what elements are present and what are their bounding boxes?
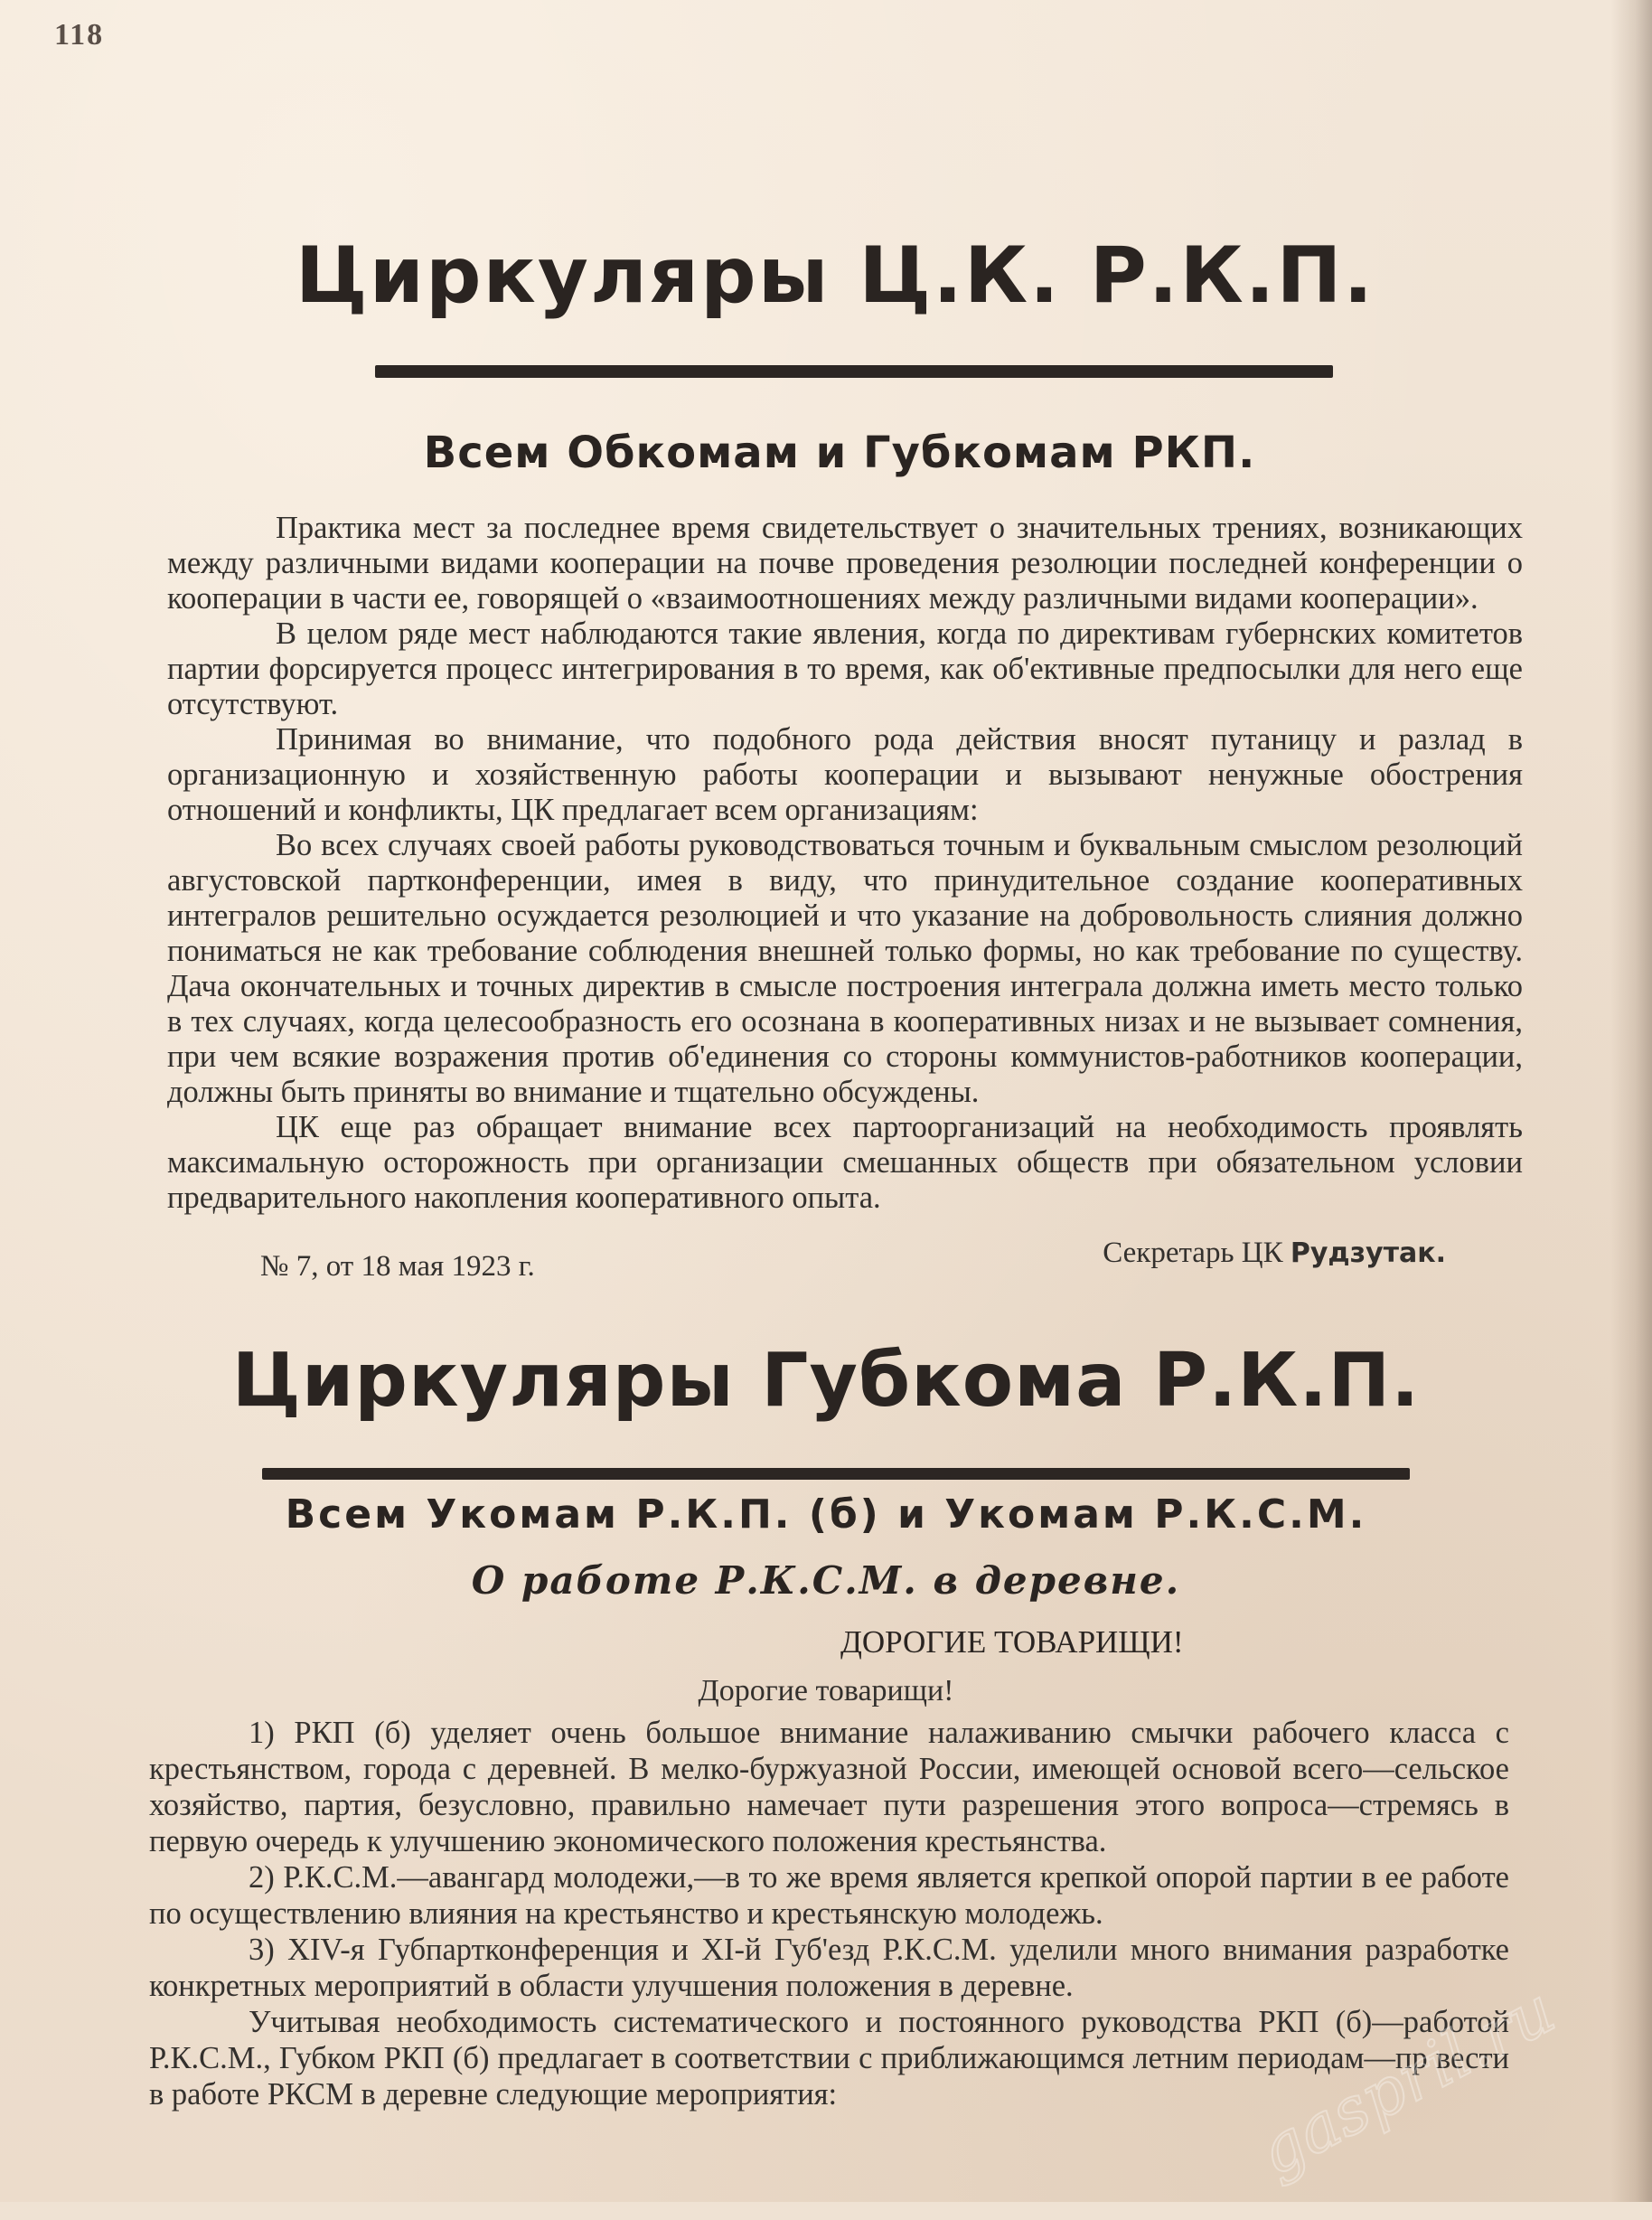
section1-paragraph-4: Во всех случаях своей работы руководствоваться точным и буквальным смыслом резолюций августовской партконференции, имея в виду, что принудительное создание кооперативных интегралов решительно осуждается резолюцией и что указание на добровольность слияния должно пониматься не как требование соблюдения внешней только формы, но как требование по существу. Дача окончательных и точных директив в смысле построения интеграла должна иметь место только в тех случаях, когда целесообразность его осознана в кооперативных низах и не вызывает сомнения, при чем всякие возражения против об'единения со стороны коммунистов-работников кооперации, должны быть приняты во внимание и тщательно обсуждены. <box>167 828 1523 1109</box>
section1-body <box>167 511 1523 1216</box>
page-fold-shadow <box>1610 0 1652 2202</box>
section1-paragraph-3: Принимая во внимание, что подобного рода действия вносят путаницу и разлад в организационную и хозяйственную работы кооперации и вызывают ненужные обострения отношений и конфликты, ЦК предлагает всем организациям: <box>167 722 1523 827</box>
section2-paragraph-3: 3) XIV-я Губпартконференция и XI-й Губ'езд Р.К.С.М. уделили много внимания разработке конкретных мероприятий в области улучшения положения в деревне. <box>149 1933 1509 2003</box>
section1-paragraph-1: Практика мест за последнее время свидетельствует о значительных трениях, возникающих между различными видами кооперации на почве проведения резолюции последней конференции о кооперации в части ее, говорящей о «взаимоотношениях между различными видами кооперации». <box>167 511 1523 616</box>
watermark-text: gaspril.ru <box>1246 1971 1567 2190</box>
section1-doc-number: № 7, от 18 мая 1923 г. <box>260 1250 535 1283</box>
section1-addressee: Всем Обкомам и Губкомам РКП. <box>423 428 1256 478</box>
section2-greeting: Дорогие товарищи! <box>698 1674 954 1707</box>
page-number: 118 <box>54 18 105 52</box>
section2-paragraph-1: 1) РКП (б) уделяет очень большое внимание налаживанию смычки рабочего класса с крестьянством, города с деревней. В мелко-буржуазной России, имеющей основой всего—сельское хозяйство, партия, безусловно, правильно намечает пути разрешения этого вопроса—стремясь в первую очередь к улучшению экономического положения крестьянства. <box>149 1716 1509 1858</box>
section2-topic: О работе Р.К.С.М. в деревне. <box>471 1558 1181 1603</box>
section2-greeting-caps: ДОРОГИЕ ТОВАРИЩИ! <box>840 1624 1184 1660</box>
section1-title: Циркуляры Ц.К. Р.К.П. <box>295 230 1375 321</box>
section2-body <box>149 1715 1509 2112</box>
section2-paragraph-4: Учитывая необходимость систематического и постоянного руководства РКП (б)—работой Р.К.С.М., Губком РКП (б) предлагает в соответствии с приближающимся летним периодам—пр вести в работе РКСМ в деревне следующие мероприятия: <box>149 2005 1509 2112</box>
section1-signature <box>1103 1237 1446 1270</box>
section2-paragraph-2: 2) Р.К.С.М.—авангард молодежи,—в то же время является крепкой опорой партии в ее работе по осуществлению влияния на крестьянство и крестьянскую молодежь. <box>149 1860 1509 1931</box>
section1-title-rule <box>375 365 1333 378</box>
section2-addressee: Всем Укомам Р.К.П. (б) и Укомам Р.К.С.М. <box>285 1491 1367 1538</box>
section2-title-rule <box>262 1468 1410 1480</box>
signature-prefix: Секретарь ЦК <box>1103 1237 1283 1269</box>
section2-title: Циркуляры Губкома Р.К.П. <box>231 1338 1421 1424</box>
section1-paragraph-5: ЦК еще раз обращает внимание всех партоорганизаций на необходимость проявлять максимальную осторожность при организации смешанных обществ при обязательном условии предварительного накопления кооперативного опыта. <box>167 1110 1523 1215</box>
signature-name: Рудзутак. <box>1290 1237 1446 1269</box>
section1-paragraph-2: В целом ряде мест наблюдаются такие явления, когда по директивам губернских комитетов партии форсируется процесс интегрирования в то время, как об'ективные предпосылки для него еще отсутствуют. <box>167 616 1523 721</box>
